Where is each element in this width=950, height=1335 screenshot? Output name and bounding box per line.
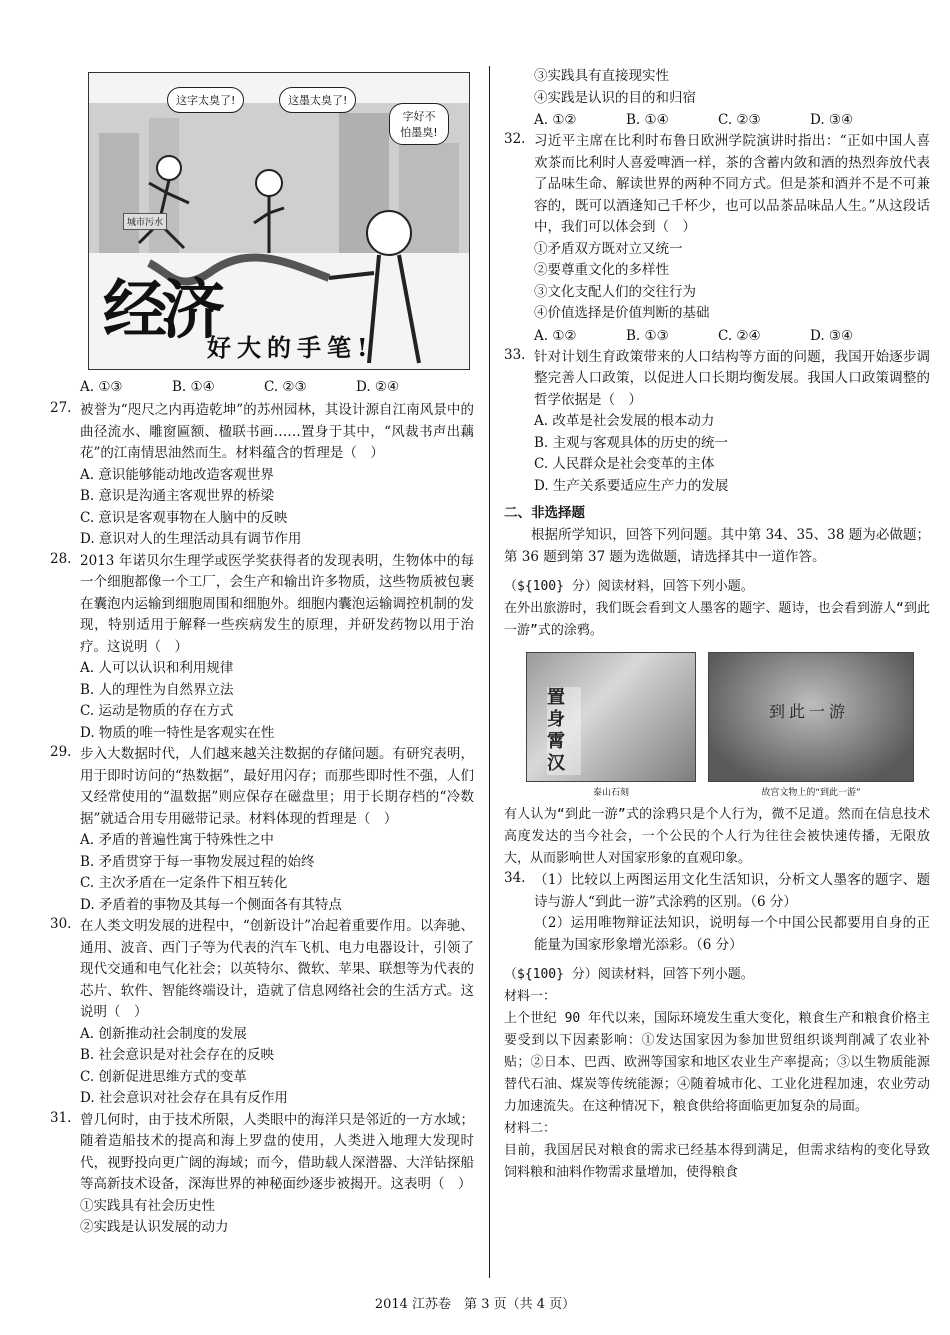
option-d[interactable]: D. 意识对人的生理活动具有调节作用 — [80, 531, 302, 547]
option-a[interactable]: A. ①② — [534, 327, 577, 344]
option-d[interactable]: D. 生产关系要适应生产力的发展 — [534, 477, 729, 494]
speech-bubble-1: 这字太臭了! — [167, 87, 244, 113]
option-d[interactable]: D. ③④ — [810, 327, 854, 344]
question-number: 27. — [50, 400, 72, 416]
option-b[interactable]: B. 人的理性为自然界立法 — [80, 681, 234, 698]
question-text: 曾几何时，由于技术所限，人类眼中的海洋只是邻近的一方水域；随着造船技术的提高和海上罗盘的使用，人类进入地理大发现时代，视野投向更广阔的海域；而今，借助载人深潜器、大洋钻探船等高新技术设备，深海世界的神秘面纱逐步被揭开。这表明（ ） — [80, 1111, 474, 1192]
question-30 — [50, 916, 474, 1024]
photo-palace — [708, 652, 914, 798]
statement-2: ②实践是认识发展的动力 — [80, 1219, 229, 1235]
option-d[interactable]: D. ③④ — [810, 112, 854, 128]
q26-options — [80, 376, 474, 398]
statement-1: ①实践具有社会历史性 — [80, 1197, 215, 1214]
photo-taishan-image — [526, 652, 696, 782]
option-b[interactable]: B. ①④ — [626, 112, 669, 128]
carved-characters: 置身霄汉 — [547, 687, 581, 775]
material-2-text: 目前，我国居民对粮食的需求已经基本得到满足，但需求结构的变化导致饲料粮和油料作物需求量增加，使得粮食 — [504, 1143, 930, 1180]
option-c[interactable]: C. 人民群众是社会变革的主体 — [534, 456, 715, 472]
statement-1: ①矛盾双方既对立又统一 — [534, 240, 683, 257]
option-a[interactable]: A. 改革是社会发展的根本动力 — [534, 413, 715, 429]
option-a[interactable]: A. 意识能够能动地改造客观世界 — [80, 466, 274, 483]
question-number: 28. — [50, 550, 72, 567]
left-column — [50, 62, 474, 1239]
option-d[interactable]: D. 矛盾着的事物及其每一个侧面各有其特点 — [80, 896, 342, 913]
q32-options — [534, 325, 930, 347]
photo-caption: 泰山石刻 — [592, 788, 629, 798]
option-c[interactable]: C. 创新促进思维方式的变革 — [80, 1068, 247, 1085]
statement-3: ③实践具有直接现实性 — [534, 68, 669, 84]
option-a[interactable]: A. 矛盾的普遍性寓于特殊性之中 — [80, 832, 274, 848]
material-1-text: 上个世纪 90 年代以来，国际环境发生重大变化，粮食生产和粮食价格主要受到以下因素影响：①发达国家因为参加世贸组织谈判削减了农业补贴；②日本、巴西、欧洲等国家和地区农业生产率提高；③以生物质能源替代石油、煤炭等传统能源；④随着城市化、工业化进程加速，农业劳动力加速流失。在这种情况下，粮食供给将面临更加复杂的局面。 — [504, 1011, 930, 1114]
reading-1-text-2: 有人认为“到此一游”式的涂鸦只是个人行为，微不足道。然而在信息技术高度发达的当今社会，一个公民的个人行为往往会被快速传播，无限放大，从而影响世人对国家形象的直观印象。 — [504, 807, 930, 866]
right-column — [504, 66, 930, 1184]
question-number: 33. — [504, 346, 526, 363]
question-number: 30. — [50, 916, 72, 932]
question-27 — [50, 400, 474, 465]
question-number: 31. — [50, 1109, 72, 1126]
option-c[interactable]: C. ②③ — [264, 379, 307, 395]
section-intro: 根据所学知识，回答下列问题。其中第 34、35、38 题为必做题；第 36 题到第 37 题为选做题，请选择其中一道作答。 — [504, 527, 930, 565]
cartoon-caption: 好大的手笔! — [207, 333, 374, 362]
sewage-label: 城市污水 — [123, 213, 167, 230]
statement-2: ②要尊重文化的多样性 — [534, 262, 669, 278]
option-a[interactable]: A. ①② — [534, 112, 577, 128]
column-divider — [489, 66, 490, 1278]
option-c[interactable]: C. 主次矛盾在一定条件下相互转化 — [80, 875, 288, 891]
option-b[interactable]: B. 主观与客观具体的历史的统一 — [534, 434, 729, 451]
question-number: 29. — [50, 744, 72, 760]
statement-4: ④实践是认识的目的和归宿 — [534, 89, 696, 106]
graffiti-characters: 到此一游 — [769, 702, 850, 721]
statement-3: ③文化支配人们的交往行为 — [534, 283, 696, 300]
material-1-label: 材料一： — [504, 989, 557, 1004]
question-32 — [504, 131, 930, 239]
option-c[interactable]: C. ②③ — [718, 112, 761, 128]
option-b[interactable]: B. 矛盾贯穿于每一事物发展过程的始终 — [80, 853, 315, 870]
question-34 — [504, 870, 930, 956]
option-b[interactable]: B. 社会意识是对社会存在的反映 — [80, 1047, 275, 1063]
photo-caption: 故宫文物上的“到此一游” — [761, 788, 861, 798]
option-d[interactable]: D. ②④ — [356, 379, 400, 395]
option-b[interactable]: B. ①③ — [626, 327, 669, 344]
section-title: 二、非选择题 — [504, 505, 585, 521]
reading-2-heading: （${100} 分）阅读材料，回答下列小题。 — [504, 967, 754, 982]
question-text: 针对计划生育政策带来的人口结构等方面的问题，我国开始逐步调整完善人口政策，以促进人口长期均衡发展。我国人口政策调整的哲学依据是（ ） — [534, 348, 930, 408]
question-text: 在人类文明发展的进程中，“创新设计”冶起着重要作用。以奔驰、通用、波音、西门子等为代表的汽车飞机、电力电器设计，引领了现代交通和电气化社会；以英特尔、微软、苹果、联想等为代表的芯片、软件、智能终端设计，造就了信息网络社会的生活方式。这说明（ ） — [80, 918, 474, 1020]
question-number: 34. — [504, 870, 526, 886]
option-b[interactable]: B. 意识是沟通主客观世界的桥梁 — [80, 488, 275, 504]
cartoon-image — [88, 72, 470, 370]
reading-1-heading: （${100} 分）阅读材料，回答下列小题。 — [504, 579, 754, 594]
question-text: 习近平主席在比利时布鲁日欧洲学院演讲时指出：“正如中国人喜欢茶而比利时人喜爱啤酒一样，茶的含蓄内敛和酒的热烈奔放代表了品味生命、解读世界的两种不同方式。但是茶和酒并不是不可兼容的，既可以酒逢知己千杯少，也可以品茶品味品人生。”从这段话中，我们可以体会到（ ） — [534, 133, 930, 235]
question-number: 32. — [504, 131, 526, 147]
question-29 — [50, 744, 474, 830]
reading-1-text: 在外出旅游时，我们既会看到文人墨客的题字、题诗，也会看到游人“到此一游”式的涂鸦。 — [504, 601, 930, 638]
q31-options — [534, 109, 930, 131]
question-text: 被誉为“咫尺之内再造乾坤”的苏州园林，其设计源自江南风景中的曲径流水、雕窗匾额、楹联书画……置身于其中，“风裁书声出藕花”的江南情思油然而生。材料蕴含的哲理是（ ） — [80, 402, 474, 461]
question-31 — [50, 1110, 474, 1196]
option-c[interactable]: C. 意识是客观事物在人脑中的反映 — [80, 509, 288, 526]
option-a[interactable]: A. ①③ — [80, 379, 123, 395]
option-c[interactable]: C. ②④ — [718, 327, 761, 344]
material-2-label: 材料二： — [504, 1121, 557, 1136]
sub-question-2: （2）运用唯物辩证法知识，说明每一个中国公民都要用自身的正能量为国家形象增光添彩。（6 分） — [534, 915, 930, 953]
option-d[interactable]: D. 物质的唯一特性是客观实在性 — [80, 724, 275, 741]
option-a[interactable]: A. 人可以认识和利用规律 — [80, 660, 234, 676]
option-a[interactable]: A. 创新推动社会制度的发展 — [80, 1025, 247, 1042]
cartoon-big-text: 经济 — [103, 274, 219, 348]
question-text: 2013 年诺贝尔生理学或医学奖获得者的发现表明，生物体中的每一个细胞都像一个工厂，会生产和输出许多物质，这些物质被包裹在囊泡内运输到细胞周围和细胞外。细胞内囊泡运输调控机制的发现，特别适用于解释一些疾病发生的原理，并研发药物以用于治疗。这说明（ ） — [80, 552, 474, 655]
option-b[interactable]: B. ①④ — [172, 379, 215, 395]
option-d[interactable]: D. 社会意识对社会存在具有反作用 — [80, 1090, 288, 1106]
option-c[interactable]: C. 运动是物质的存在方式 — [80, 703, 234, 719]
photo-row — [526, 652, 930, 798]
photo-taishan — [526, 652, 696, 798]
question-28 — [50, 551, 474, 659]
speech-bubble-3: 字好不怕墨臭! — [389, 103, 449, 145]
page-footer: 2014 江苏卷 第 3 页（共 4 页） — [374, 1297, 576, 1312]
question-33 — [504, 347, 930, 412]
photo-palace-image — [708, 652, 914, 782]
statement-4: ④价值选择是价值判断的基础 — [534, 305, 710, 321]
speech-bubble-2: 这墨太臭了! — [279, 87, 356, 113]
question-text: 步入大数据时代，人们越来越关注数据的存储问题。有研究表明，用于即时访问的“热数据”，最好用闪存；而那些即时性不强，人们又经常使用的“温数据”则应保存在磁盘里；用于长期存档的“冷数据”就适合用专用磁带记录。材料体现的哲理是（ ） — [80, 746, 474, 827]
sub-question-1: （1）比较以上两图运用文化生活知识，分析文人墨客的题字、题诗与游人“到此一游”式涂鸦的区别。（6 分） — [534, 872, 930, 910]
